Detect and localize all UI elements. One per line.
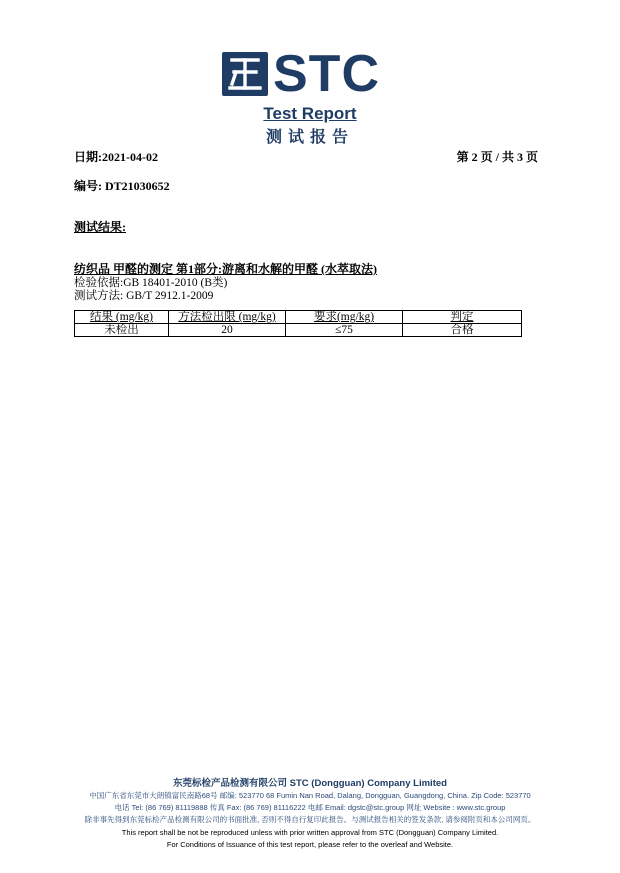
results-table	[74, 310, 522, 337]
stc-logo-mark	[222, 52, 268, 96]
footer-company: 东莞标检产品检测有限公司 STC (Dongguan) Company Limited	[173, 778, 447, 789]
report-title-cn: 测试报告	[265, 127, 354, 146]
footer-conditions: For Conditions of Issuance of this test report, please refer to the overleaf and Website.	[166, 840, 454, 849]
table-header-row	[75, 311, 522, 324]
col-header-requirement: 要求(mg/kg)	[286, 311, 403, 324]
stc-logo-text: STC	[273, 45, 380, 103]
col-header-detection-limit: 方法检出限 (mg/kg)	[169, 311, 286, 324]
footer-notice-en: This report shall be not be reproduced unless with prior written approval from STC (Dongguan) Company Limited.	[121, 828, 499, 837]
footer-address: 中国广东省东莞市大朗镇富民南路68号 邮编: 523770 68 Fumin Nan Road, Dalang, Dongguan, Guangdong, China. Zip Code: 523770	[89, 791, 531, 800]
cell-detection-limit: 20	[169, 324, 286, 337]
test-item-title: 纺织品 甲醛的测定 第1部分:游离和水解的甲醛 (水萃取法)	[74, 262, 377, 276]
footer-contact: 电话 Tel: (86 769) 81119888 传真 Fax: (86 769) 81116222 电邮 Email: dgstc@stc.group 网址 Website : www.stc.group	[114, 803, 506, 812]
col-header-result: 结果 (mg/kg)	[75, 311, 169, 324]
col-header-conclusion: 判定	[403, 311, 522, 324]
report-number: 编号: DT21030652	[74, 179, 170, 193]
test-method: 测试方法: GB/T 2912.1-2009	[74, 290, 214, 302]
results-heading: 测试结果:	[74, 220, 126, 234]
report-title-en: Test Report	[263, 104, 357, 123]
cell-requirement: ≤75	[286, 324, 403, 337]
test-basis: 检验依据:GB 18401-2010 (B类)	[74, 277, 228, 289]
report-date: 日期:2021-04-02	[74, 150, 158, 164]
table-row	[75, 324, 522, 337]
page-indicator: 第 2 页 / 共 3 页	[456, 150, 538, 164]
cell-conclusion: 合格	[403, 324, 522, 337]
footer-notice-cn: 除非事先得到东莞标检产品检测有限公司的书面批准, 否则不得自行复印此报告。与测试报告相关的签发条款, 请参阅附页和本公司网页。	[84, 815, 536, 824]
cell-result: 未检出	[75, 324, 169, 337]
